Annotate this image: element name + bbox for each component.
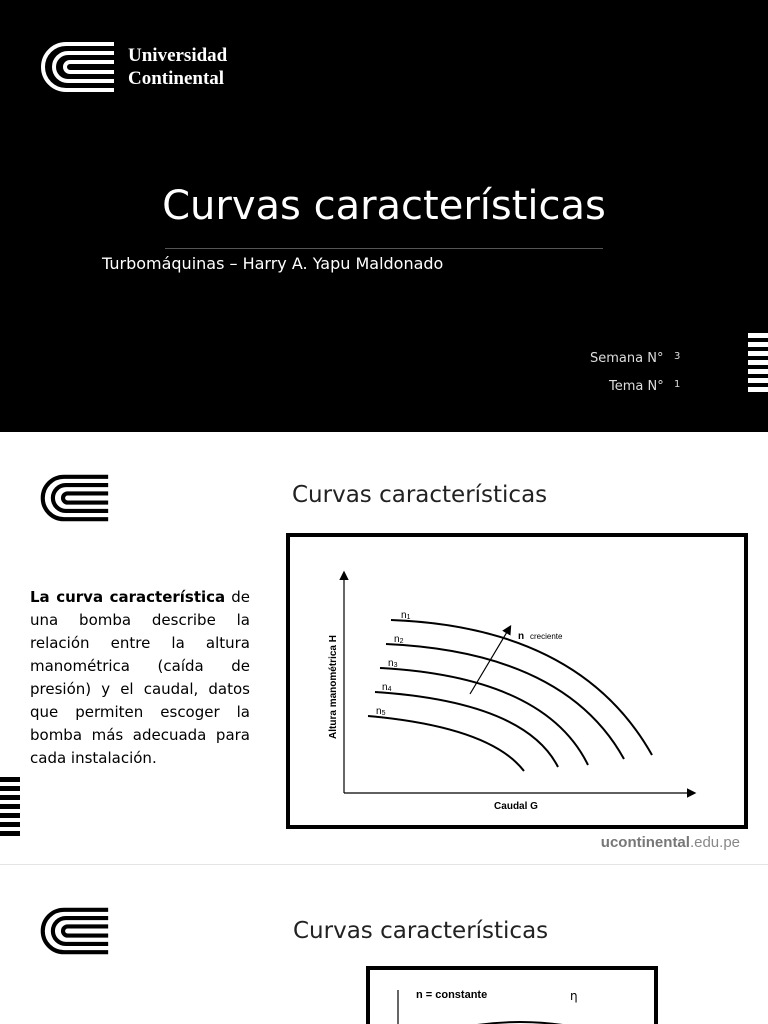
description-paragraph <box>30 586 250 770</box>
y-axis-label: Altura manométrica H <box>328 635 339 739</box>
content-slide-3 <box>0 865 768 1024</box>
title-divider <box>165 248 603 249</box>
university-logo-icon <box>40 40 116 94</box>
tema-label: Tema N° <box>609 379 664 394</box>
label-n1: n1 <box>401 610 411 621</box>
efficiency-diagram <box>370 970 654 1024</box>
content-slide <box>0 432 768 864</box>
efficiency-figure <box>366 966 658 1024</box>
arrow-label-n: n <box>518 631 525 642</box>
footer-brand-bold: ucontinental <box>600 834 690 851</box>
university-name-line1: Universidad <box>128 45 228 66</box>
paragraph-term: La curva característica <box>30 588 226 606</box>
tema-indicator <box>609 379 689 394</box>
tema-value: 1 <box>674 379 681 390</box>
university-logo-icon <box>40 905 110 957</box>
x-axis-label: Caudal G <box>494 801 538 812</box>
curve-n3 <box>380 668 588 765</box>
presentation-title: Curvas características <box>162 183 606 229</box>
curve-n5 <box>368 716 524 771</box>
characteristic-curves-figure <box>286 533 748 829</box>
footer-website <box>601 834 740 851</box>
decorative-stripes <box>748 333 768 396</box>
curve-n2 <box>386 644 624 759</box>
label-n5: n5 <box>376 706 386 717</box>
arrow-label-creciente: creciente <box>530 632 563 641</box>
curve-n4 <box>375 692 558 767</box>
presentation-subtitle: Turbomáquinas – Harry A. Yapu Maldonado <box>102 254 444 273</box>
slide-title: Curvas características <box>293 918 549 944</box>
increasing-n-arrow <box>470 627 510 694</box>
semana-label: Semana N° <box>590 351 664 366</box>
eta-label: η <box>570 989 578 1003</box>
paragraph-text: de una bomba describe la relación entre la altura manométrica (caída de presión) y el caudal, datos que permiten escoger la bomba más adecuada para cada instalación. <box>30 588 250 767</box>
curves-diagram <box>290 537 744 825</box>
university-logo-icon <box>40 472 110 524</box>
label-n3: n3 <box>388 658 398 669</box>
semana-indicator <box>590 351 690 366</box>
constant-n-label: n = constante <box>416 989 488 1001</box>
university-name-line2: Continental <box>128 68 225 89</box>
slide-title: Curvas características <box>292 482 548 508</box>
footer-brand-domain: .edu.pe <box>689 834 740 851</box>
semana-value: 3 <box>674 351 681 362</box>
title-slide <box>0 0 768 432</box>
label-n4: n4 <box>382 682 392 693</box>
label-n2: n2 <box>394 634 404 645</box>
decorative-stripes <box>0 777 20 840</box>
university-name <box>128 44 227 90</box>
